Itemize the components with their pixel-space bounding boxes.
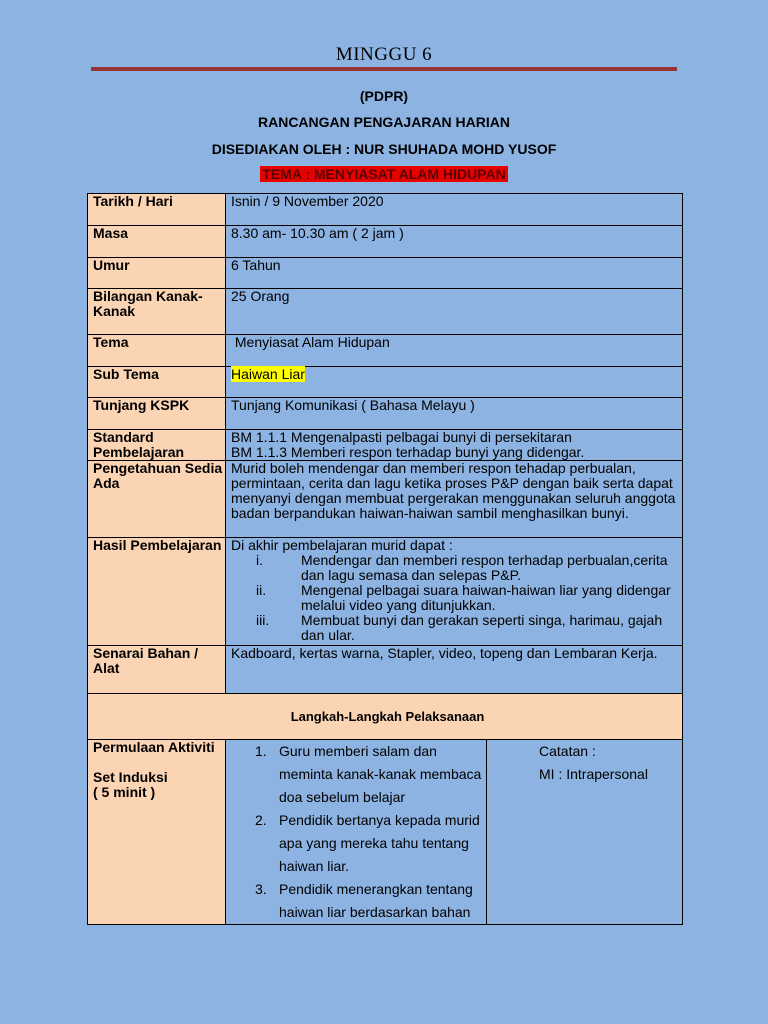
activity-steps-list (231, 740, 486, 924)
row-subtheme (88, 367, 683, 398)
outcome-intro: Di akhir pembelajaran murid dapat : (231, 537, 453, 553)
notes-title: Catatan : (539, 743, 596, 759)
value-learning-outcome (226, 538, 683, 646)
label-learning-outcome: Hasil Pembelajaran (88, 538, 226, 646)
row-prior-knowledge (88, 461, 683, 538)
label-age: Umur (88, 258, 226, 289)
list-item: i. Mendengar dan memberi respon terhadap perbualan,cerita dan lagu semasa dan selepas P&P. (256, 552, 668, 583)
pdpr-heading: (PDPR) (359, 88, 409, 104)
plan-title: RANCANGAN PENGAJARAN HARIAN (257, 114, 510, 130)
outcome-list (231, 553, 682, 643)
value-prior-knowledge: Murid boleh mendengar dan memberi respon tehadap perbualan, permintaan, cerita dan lagu ketika proses P&P dengan baik serta dapat menyanyi dengan membuat pergerakan menggunakan seluruh anggota badan berpandukan haiwan-haiwan sambil menghasilkan bunyi. (226, 461, 683, 538)
label-standard: Standard Pembelajaran (88, 430, 226, 461)
value-subtheme (226, 367, 683, 398)
theme-heading (0, 166, 768, 182)
row-date (88, 194, 683, 226)
row-standard (88, 430, 683, 461)
title-divider (91, 67, 677, 71)
list-item: ii. Mengenal pelbagai suara haiwan-haiwan liar yang didengar melalui video yang ditunjukkan. (256, 582, 671, 613)
row-materials (88, 646, 683, 694)
row-section-title (88, 694, 683, 740)
value-materials: Kadboard, kertas warna, Stapler, video, topeng dan Lembaran Kerja. (226, 646, 683, 694)
list-item: 2. Pendidik bertanya kepada murid apa yang mereka tahu tentang haiwan liar. (255, 812, 480, 874)
label-date: Tarikh / Hari (88, 194, 226, 226)
value-standard (226, 430, 683, 461)
value-child-count: 25 Orang (226, 289, 683, 335)
value-time: 8.30 am- 10.30 am ( 2 jam ) (226, 226, 683, 258)
prepared-by: DISEDIAKAN OLEH : NUR SHUHADA MOHD YUSOF (211, 141, 557, 157)
activity-label-induction: Set Induksi (93, 769, 168, 785)
row-learning-outcome (88, 538, 683, 646)
label-pillar: Tunjang KSPK (88, 398, 226, 430)
theme-heading-text: TEMA : MENYIASAT ALAM HIDUPAN (262, 166, 506, 182)
activity-label-duration: ( 5 minit ) (93, 784, 156, 800)
value-date: Isnin / 9 November 2020 (226, 194, 683, 226)
list-item: 3. Pendidik menerangkan tentang haiwan liar berdasarkan bahan (255, 881, 473, 920)
row-theme (88, 335, 683, 367)
label-subtheme: Sub Tema (88, 367, 226, 398)
list-item: 1. Guru memberi salam dan meminta kanak-kanak membaca doa sebelum belajar (255, 743, 482, 805)
label-child-count: Bilangan Kanak-Kanak (88, 289, 226, 335)
label-materials: Senarai Bahan / Alat (88, 646, 226, 694)
week-title: MINGGU 6 (335, 44, 433, 65)
value-pillar: Tunjang Komunikasi ( Bahasa Melayu ) (226, 398, 683, 430)
list-item: iii. Membuat bunyi dan gerakan seperti singa, harimau, gajah dan ular. (256, 612, 663, 643)
row-time (88, 226, 683, 258)
value-theme: Menyiasat Alam Hidupan (226, 335, 683, 367)
label-time: Masa (88, 226, 226, 258)
row-age (88, 258, 683, 289)
label-activity (88, 740, 226, 925)
lesson-plan-table (87, 193, 683, 925)
activity-label-start: Permulaan Aktiviti (93, 739, 215, 755)
notes-value: MI : Intrapersonal (539, 766, 648, 782)
standard-line-1: BM 1.1.1 Mengenalpasti pelbagai bunyi di persekitaran (231, 429, 572, 445)
standard-line-2: BM 1.1.3 Memberi respon terhadap bunyi yang didengar. (231, 444, 585, 460)
label-theme: Tema (88, 335, 226, 367)
row-child-count (88, 289, 683, 335)
value-age: 6 Tahun (226, 258, 683, 289)
row-activity (88, 740, 683, 925)
value-activity-notes (487, 740, 683, 925)
subtheme-highlight: Haiwan Liar (231, 366, 305, 382)
section-title: Langkah-Langkah Pelaksanaan (88, 694, 683, 740)
value-activity-steps (226, 740, 487, 925)
label-prior-knowledge: Pengetahuan Sedia Ada (88, 461, 226, 538)
row-pillar (88, 398, 683, 430)
